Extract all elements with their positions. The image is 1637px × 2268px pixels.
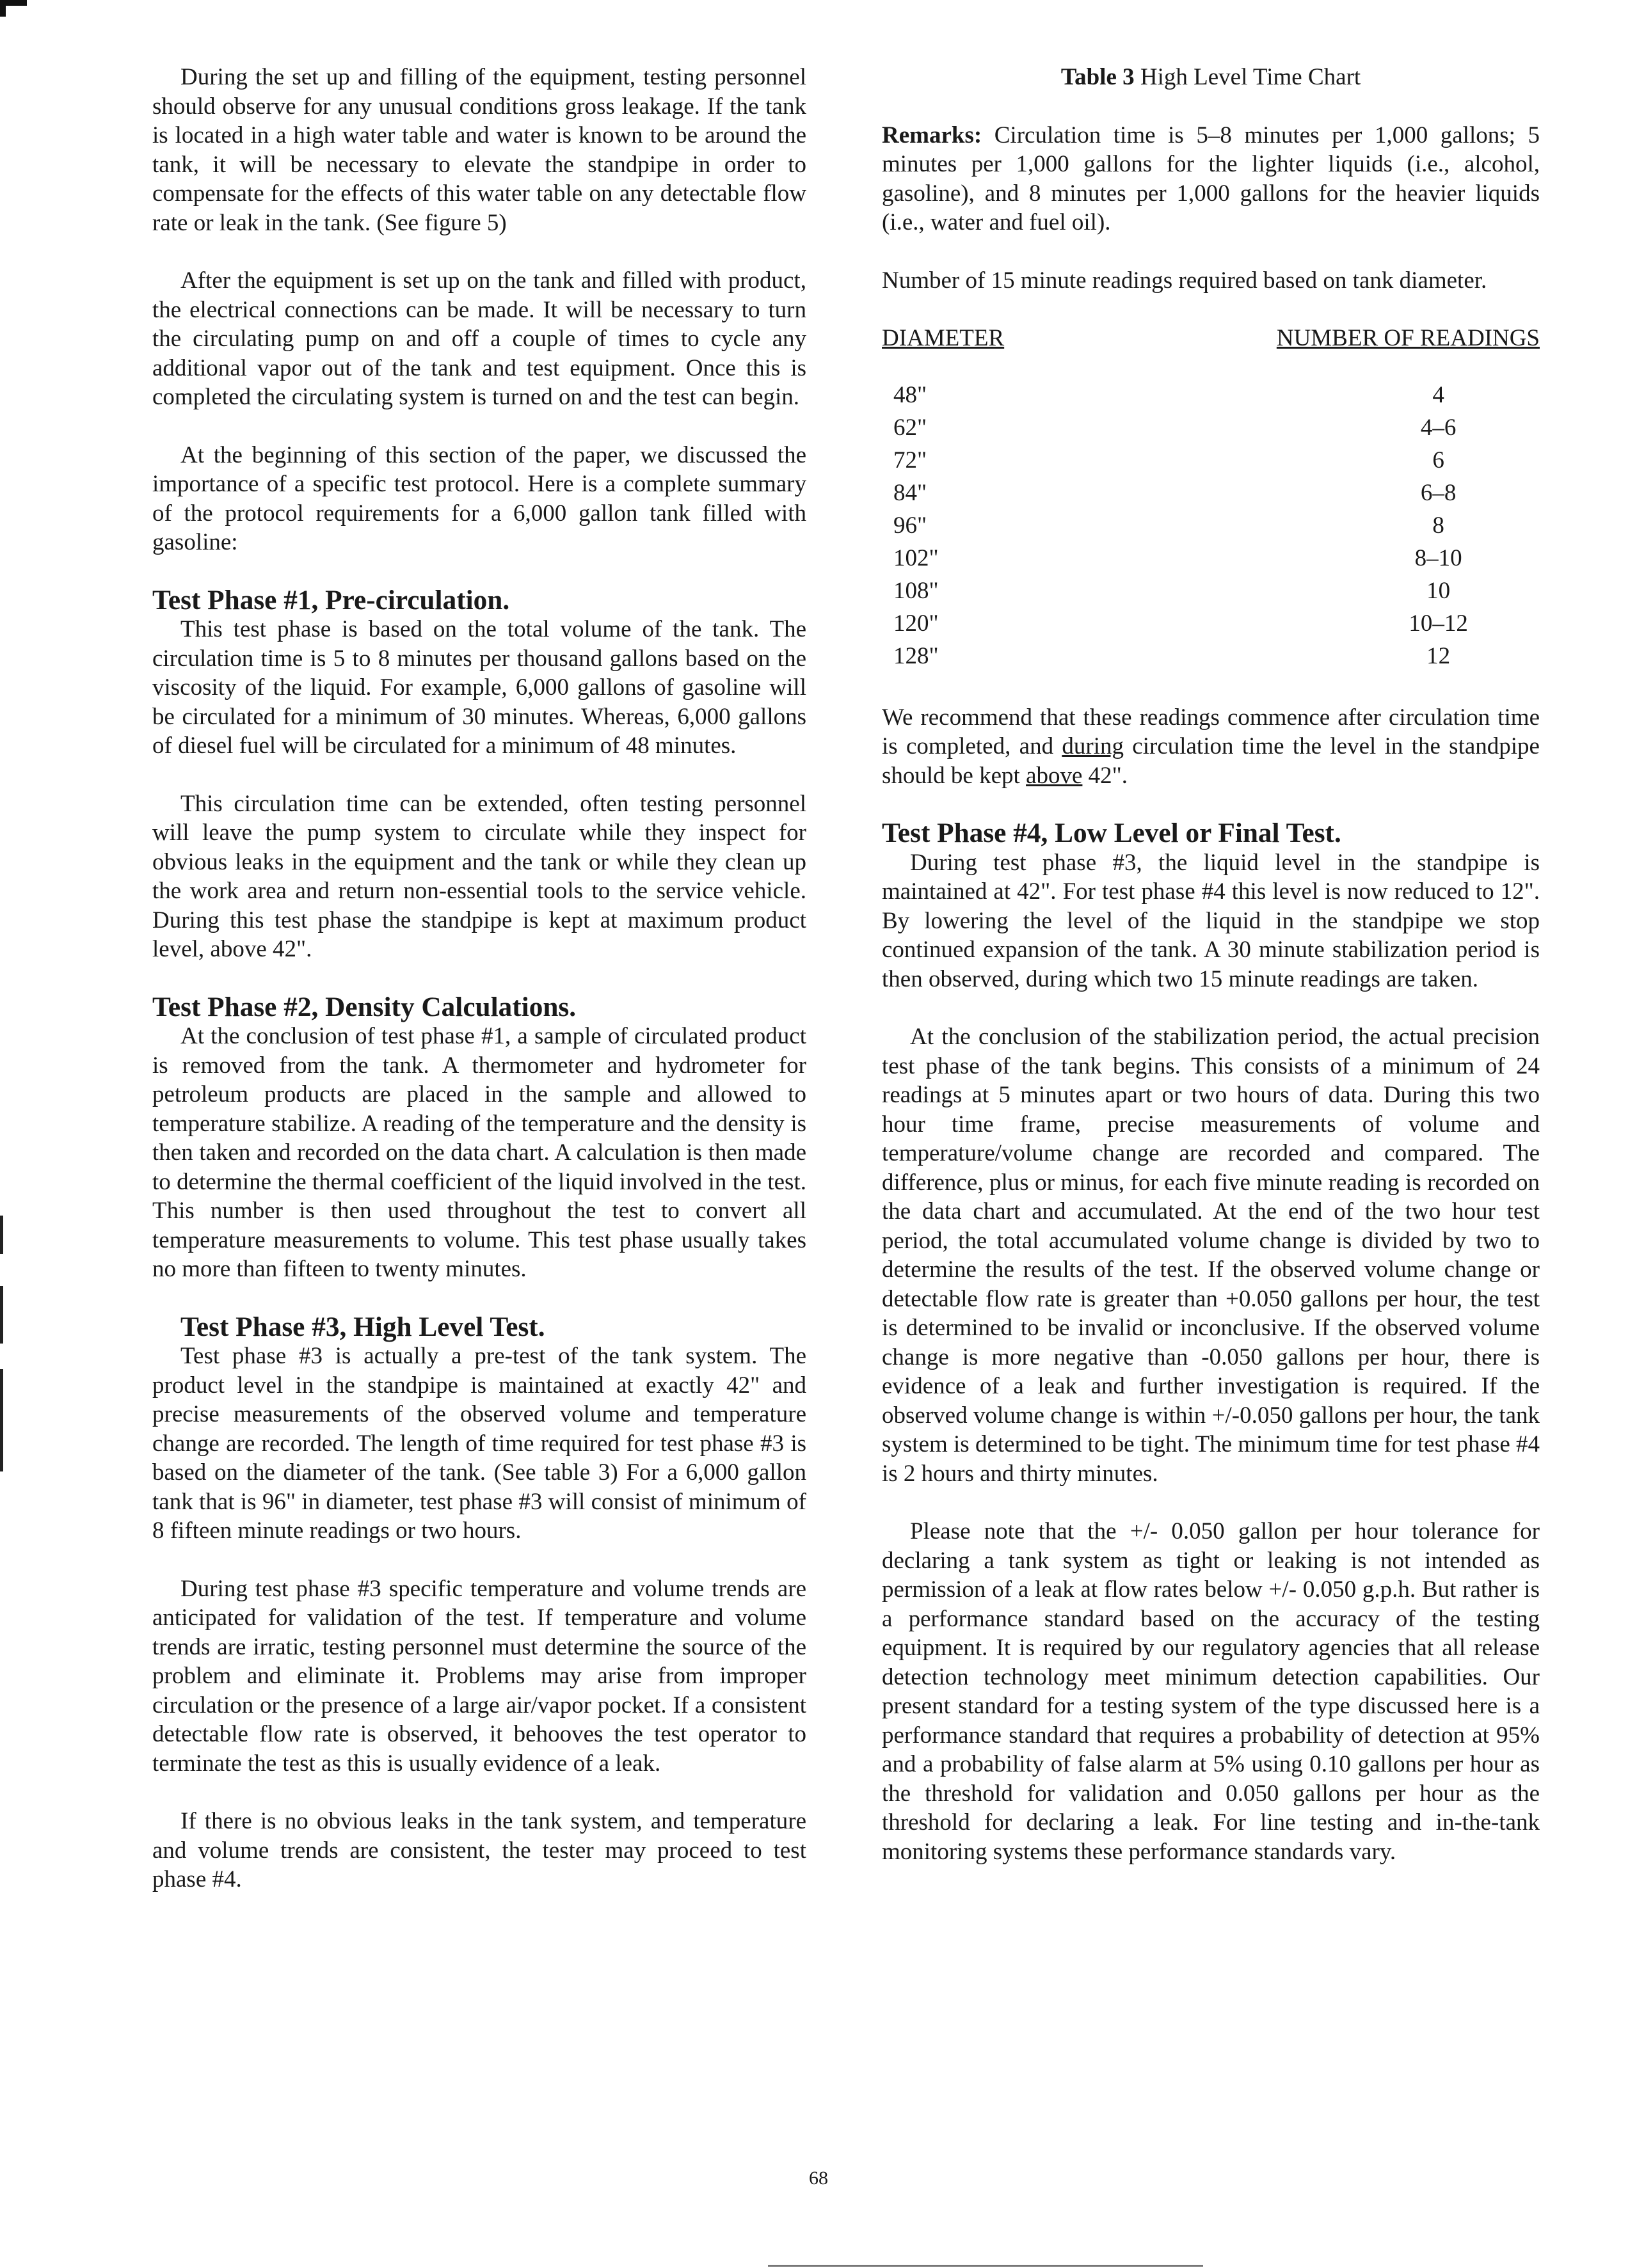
table-row: [882, 444, 1540, 477]
readings-cell: 10: [1426, 577, 1451, 604]
diameter-cell: 102": [893, 544, 939, 571]
table-row: [882, 640, 1540, 672]
diameter-cell: 48": [893, 381, 927, 408]
diameter-cell: 62": [893, 414, 927, 441]
paragraph-protocol-summary: At the beginning of this section of the paper, we discussed the importance of a specific test protocol. Here is a complete summary of the protocol requirements for a 6,000 gallon tank filled with gasoline:: [152, 441, 806, 555]
diameter-cell: 84": [893, 479, 927, 506]
diameter-cell: 128": [893, 642, 939, 669]
table-row: [882, 575, 1540, 607]
table-row: [882, 379, 1540, 411]
paragraph-electrical: After the equipment is set up on the tank and filled with product, the electrical connections can be made. It will be necessary to turn the circulating pump on and off a couple of times to cycle any additional vapor out of the tank and test equipment. Once this is completed the circulating system is turned on and the test can begin.: [152, 267, 806, 410]
recommendation-text-a: We recommend that these readings commence after circulation time is completed, and: [882, 704, 1540, 759]
phase2-heading: Test Phase #2, Density Calculations.: [152, 991, 577, 1022]
column-header-readings: NUMBER OF READINGS: [1276, 325, 1540, 351]
readings-cell: 6: [1432, 447, 1444, 473]
readings-cell: 8: [1432, 512, 1444, 539]
right-column: [882, 63, 1540, 1895]
phase1-paragraph: This test phase is based on the total volume of the tank. The circulation time is 5 to 8 minutes per thousand gallons based on the viscosity of the liquid. For example, 6,000 gallons of gasoline will be circulated for a minimum of 30 minutes. Whereas, 6,000 gallons of diesel fuel will be circulated for a minimum of 48 minutes.: [152, 616, 806, 759]
readings-cell: 4: [1432, 381, 1444, 408]
phase4-heading: Test Phase #4, Low Level or Final Test.: [882, 818, 1341, 848]
phase4-paragraph: During test phase #3, the liquid level in the standpipe is maintained at 42". For test phase #4 this level is now reduced to 12". By lowering the level of the liquid in the standpipe we stop continued expansion of the tank. A 30 minute stabilization period is then observed, during which two 15 minute readings are taken.: [882, 849, 1540, 992]
phase4-paragraph-tolerance: Please note that the +/- 0.050 gallon per hour tolerance for declaring a tank system as tight or leaking is not intended as permission of a leak at flow rates below +/- 0.050 g.p.h. But rather is a performance standard based on the accuracy of the testing equipment. It is required by our regulatory agencies that all release detection technology meet minimum detection capabilities. Our present standard for a testing system of the type discussed here is a performance standard that requires a probability of detection at 95% and a probability of false alarm at 5% using 0.10 gallons per hour as the threshold for validation and 0.050 gallons per hour as the threshold for declaring a leak. For line testing and in-the-tank monitoring systems these performance standards vary.: [882, 1518, 1540, 1865]
readings-cell: 8–10: [1414, 544, 1462, 571]
phase1-heading: Test Phase #1, Pre-circulation.: [152, 584, 510, 615]
remarks-paragraph: [882, 121, 1540, 237]
readings-table: [882, 324, 1540, 672]
footer-rule: [768, 2265, 1203, 2267]
table-title: [882, 63, 1540, 92]
diameter-cell: 96": [893, 512, 927, 539]
phase3-heading: Test Phase #3, High Level Test.: [180, 1311, 545, 1342]
phase3-paragraph: Test phase #3 is actually a pre-test of the tank system. The product level in the standpipe is maintained at exactly 42" and precise measurements of the observed volume and temperature change are recorded. The length of time required for test phase #3 is based on the diameter of the tank. (See table 3) For a 6,000 gallon tank that is 96" in diameter, test phase #3 will consist of minimum of 8 fifteen minute readings or two hours.: [152, 1343, 806, 1544]
recommendation-during: during: [1062, 733, 1124, 759]
table-title-text: High Level Time Chart: [1134, 64, 1361, 90]
phase2-paragraph: At the conclusion of test phase #1, a sample of circulated product is removed from the tank. A thermometer and hydrometer for petroleum products are placed in the sample and allowed to temperature stabilize. A reading of the temperature and the density is then taken and recorded on the data chart. A calculation is then made to determine the thermal coefficient of the liquid involved in the test. This number is then used throughout the test to convert all temperature measurements to volume. This test phase usually takes no more than fifteen to twenty minutes.: [152, 1023, 806, 1282]
table-row: [882, 607, 1540, 640]
readings-cell: 10–12: [1409, 610, 1468, 637]
recommendation-text-c: 42".: [1082, 762, 1128, 789]
remarks-label: Remarks:: [882, 122, 982, 148]
phase1-paragraph-extended: This circulation time can be extended, often testing personnel will leave the pump system to circulate while they inspect for obvious leaks in the equipment and the tank or while they clean up the work area and return non-essential tools to the service vehicle. During this test phase the standpipe is kept at maximum product level, above 42".: [152, 790, 806, 962]
table-label: Table 3: [1060, 64, 1135, 90]
phase3-paragraph-proceed: If there is no obvious leaks in the tank system, and temperature and volume trends are consistent, the tester may proceed to test phase #4.: [152, 1808, 806, 1892]
remarks-text: Circulation time is 5–8 minutes per 1,000 gallons; 5 minutes per 1,000 gallons for the lighter liquids (i.e., alcohol, gasoline), and 8 minutes per 1,000 gallons for the heavier liquids (i.e., water and fuel oil).: [882, 122, 1540, 235]
scan-edge-mark: [0, 1286, 3, 1344]
table-row: [882, 477, 1540, 509]
recommendation-text-b: circulation time the level in the standpipe should be kept: [882, 733, 1540, 789]
readings-note: Number of 15 minute readings required based on tank diameter.: [882, 267, 1487, 294]
paragraph-setup: During the set up and filling of the equipment, testing personnel should observe for any unusual conditions gross leakage. If the tank is located in a high water table and water is known to be around the tank, it will be necessary to elevate the standpipe in order to compensate for the effects of this water table on any detectable flow rate or leak in the tank. (See figure 5): [152, 64, 806, 236]
diameter-cell: 120": [893, 610, 939, 637]
column-header-diameter: DIAMETER: [882, 325, 1005, 351]
scan-edge-mark: [0, 1369, 3, 1471]
diameter-cell: 72": [893, 447, 927, 473]
readings-cell: 4–6: [1420, 414, 1457, 441]
readings-cell: 6–8: [1420, 479, 1457, 506]
page-number: 68: [809, 2168, 828, 2189]
readings-cell: 12: [1426, 642, 1451, 669]
left-column: [152, 63, 806, 1923]
readings-table-header-row: [882, 324, 1540, 379]
table-row: [882, 509, 1540, 542]
scan-edge-mark: [0, 1216, 3, 1254]
recommendation-above: above: [1026, 762, 1083, 789]
table-row: [882, 542, 1540, 575]
phase4-paragraph-precision: At the conclusion of the stabilization period, the actual precision test phase of the tank begins. This consists of a minimum of 24 readings at 5 minutes apart or two hours of data. During this two hour time frame, precise measurements of volume and temperature/volume change are recorded and compared. The difference, plus or minus, for each five minute reading is recorded on the data chart and accumulated. At the end of the two hour test period, the total accumulated volume change is divided by two to determine the results of the test. If the observed volume change or detectable flow rate is greater than +0.050 gallons per hour, the test is determined to be invalid or inconclusive. If the observed volume change is more negative than -0.050 gallons per hour, there is evidence of a leak and further investigation is required. If the observed volume change is within +/-0.050 gallons per hour, the tank system is determined to be tight. The minimum time for test phase #4 is 2 hours and thirty minutes.: [882, 1024, 1540, 1487]
recommendation-paragraph: [882, 703, 1540, 791]
table-row: [882, 411, 1540, 444]
diameter-cell: 108": [893, 577, 939, 604]
scan-corner-mark: [0, 0, 27, 6]
phase3-paragraph-trends: During test phase #3 specific temperature and volume trends are anticipated for validation of the test. If temperature and volume trends are irratic, testing personnel must determine the source of the problem and eliminate it. Problems may arise from improper circulation or the presence of a large air/vapor pocket. If a consistent detectable flow rate is observed, it behooves the test operator to terminate the test as this is usually evidence of a leak.: [152, 1575, 806, 1777]
